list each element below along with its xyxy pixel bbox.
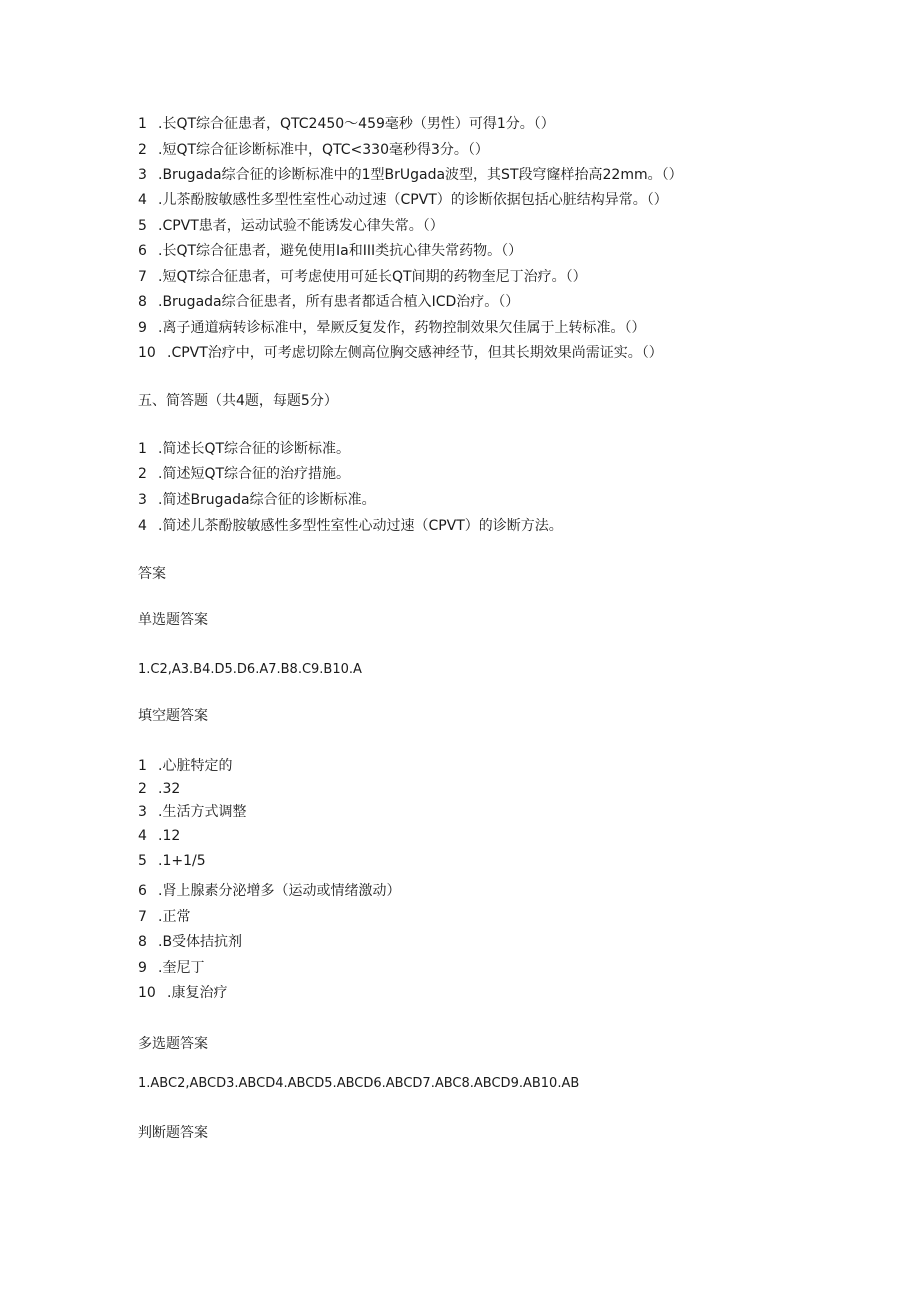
item-number: 2 — [138, 142, 147, 158]
item-text: .32 — [158, 781, 181, 797]
item-number: 3 — [138, 167, 147, 183]
item-text: .康复治疗 — [167, 985, 228, 1001]
judgement-item — [138, 214, 444, 238]
judgement-item — [138, 265, 587, 289]
item-text: .Brugada综合征的诊断标准中的1型BrUgada波型，其ST段穹窿样抬高22mm。（） — [158, 167, 683, 183]
fill-blank-answer-item — [138, 800, 246, 824]
item-number: 4 — [138, 828, 147, 844]
item-text: .短QT综合征患者，可考虑使用可延长QT间期的药物奎尼丁治疗。（） — [158, 269, 587, 285]
item-number: 1 — [138, 758, 147, 774]
judgement-item — [138, 112, 555, 136]
item-number: 6 — [138, 883, 147, 899]
item-number: 9 — [138, 960, 147, 976]
item-number: 2 — [138, 781, 147, 797]
item-text: .长QT综合征患者，避免使用Ia和III类抗心律失常药物。（） — [158, 243, 523, 259]
item-text: .1+1/5 — [158, 853, 206, 869]
fill-blank-answer-item — [138, 879, 400, 903]
item-number: 4 — [138, 192, 147, 208]
short-answer-item — [138, 437, 350, 461]
multi-choice-answers: 1.ABC2,ABCD3.ABCD4.ABCD5.ABCD6.ABCD7.ABC8.ABCD9.AB10.AB — [138, 1076, 580, 1091]
item-number: 10 — [138, 345, 156, 361]
item-number: 8 — [138, 934, 147, 950]
item-text: .12 — [158, 828, 181, 844]
short-answer-item — [138, 488, 376, 512]
item-text: .简述长QT综合征的诊断标准。 — [158, 441, 351, 457]
fill-blank-answer-item — [138, 824, 180, 848]
multi-choice-answers-heading: 多选题答案 — [138, 1036, 208, 1052]
fill-blank-answer-item — [138, 905, 190, 929]
item-text: .Brugada综合征患者，所有患者都适合植入ICD治疗。（） — [158, 294, 520, 310]
fill-blank-answers-heading: 填空题答案 — [138, 708, 208, 724]
single-choice-answers: 1.C2,A3.B4.D5.D6.A7.B8.C9.B10.A — [138, 662, 362, 677]
item-number: 1 — [138, 116, 147, 132]
judgement-item — [138, 316, 645, 340]
item-number: 1 — [138, 441, 147, 457]
fill-blank-answer-item — [138, 956, 204, 980]
judgement-item — [138, 239, 522, 263]
item-number: 3 — [138, 492, 147, 508]
item-text: .短QT综合征诊断标准中，QTC<330毫秒得3分。（） — [158, 142, 489, 158]
judgement-item — [138, 138, 489, 162]
item-text: .儿茶酚胺敏感性多型性室性心动过速（CPVT）的诊断依据包括心脏结构异常。（） — [158, 192, 668, 208]
fill-blank-answer-item — [138, 777, 180, 801]
item-number: 8 — [138, 294, 147, 310]
item-text: .CPVT患者，运动试验不能诱发心律失常。（） — [158, 218, 444, 234]
answers-heading: 答案 — [138, 566, 166, 582]
item-number: 10 — [138, 985, 156, 1001]
fill-blank-answer-item — [138, 981, 227, 1005]
judgement-item — [138, 163, 683, 187]
short-answer-item — [138, 514, 563, 538]
judgement-item — [138, 290, 519, 314]
short-answer-heading: 五、简答题（共4题，每题5分） — [138, 393, 338, 409]
item-number: 7 — [138, 269, 147, 285]
item-text: .简述Brugada综合征的诊断标准。 — [158, 492, 376, 508]
judgement-item — [138, 341, 663, 365]
judgement-answers-heading: 判断题答案 — [138, 1125, 208, 1141]
item-text: .长QT综合征患者，QTC2450～459毫秒（男性）可得1分。（） — [158, 116, 555, 132]
item-number: 7 — [138, 909, 147, 925]
item-number: 4 — [138, 518, 147, 534]
item-text: .B受体拮抗剂 — [158, 934, 243, 950]
fill-blank-answer-item — [138, 849, 206, 873]
fill-blank-answer-item — [138, 930, 242, 954]
fill-blank-answer-item — [138, 754, 232, 778]
item-number: 3 — [138, 804, 147, 820]
item-text: .简述短QT综合征的治疗措施。 — [158, 466, 351, 482]
item-text: .简述儿茶酚胺敏感性多型性室性心动过速（CPVT）的诊断方法。 — [158, 518, 563, 534]
item-number: 5 — [138, 218, 147, 234]
item-number: 6 — [138, 243, 147, 259]
item-text: .奎尼丁 — [158, 960, 205, 976]
item-text: .心脏特定的 — [158, 758, 233, 774]
item-number: 2 — [138, 466, 147, 482]
item-number: 5 — [138, 853, 147, 869]
item-text: .离子通道病转诊标准中，晕厥反复发作，药物控制效果欠佳属于上转标准。（） — [158, 320, 646, 336]
item-text: .生活方式调整 — [158, 804, 247, 820]
item-text: .正常 — [158, 909, 191, 925]
item-text: .肾上腺素分泌增多（运动或情绪激动） — [158, 883, 401, 899]
item-number: 9 — [138, 320, 147, 336]
single-choice-answers-heading: 单选题答案 — [138, 612, 208, 628]
judgement-item — [138, 188, 668, 212]
short-answer-item — [138, 462, 350, 486]
item-text: .CPVT治疗中，可考虑切除左侧高位胸交感神经节，但其长期效果尚需证实。（） — [167, 345, 663, 361]
